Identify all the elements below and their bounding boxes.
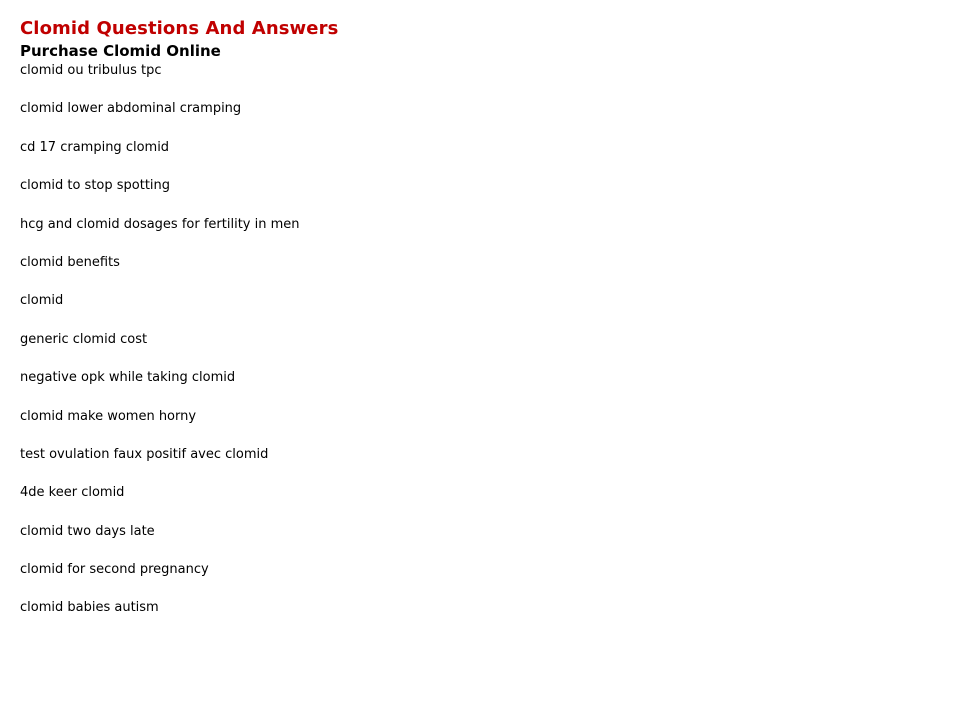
list-item: clomid benefits — [20, 254, 120, 270]
list-item: clomid to stop spotting — [20, 178, 171, 194]
list-item: hcg and clomid dosages for fertility in men — [20, 216, 300, 232]
page-title: Clomid Questions And Answers — [20, 18, 339, 39]
list-item: clomid two days late — [20, 523, 155, 539]
list-item: clomid lower abdominal cramping — [20, 101, 242, 117]
page-subtitle: Purchase Clomid Online — [20, 42, 221, 60]
list-item: clomid ou tribulus tpc — [20, 63, 162, 78]
keyword-list — [20, 61, 960, 637]
list-item: test ovulation faux positif avec clomid — [20, 446, 269, 462]
list-item: clomid make women horny — [20, 408, 197, 424]
list-item: clomid — [20, 293, 64, 309]
list-item: negative opk while taking clomid — [20, 370, 236, 386]
list-item: clomid babies autism — [20, 600, 159, 616]
list-item: 4de keer clomid — [20, 485, 125, 501]
list-item: clomid for second pregnancy — [20, 562, 209, 578]
list-item: generic clomid cost — [20, 331, 148, 347]
list-item: cd 17 cramping clomid — [20, 139, 170, 155]
